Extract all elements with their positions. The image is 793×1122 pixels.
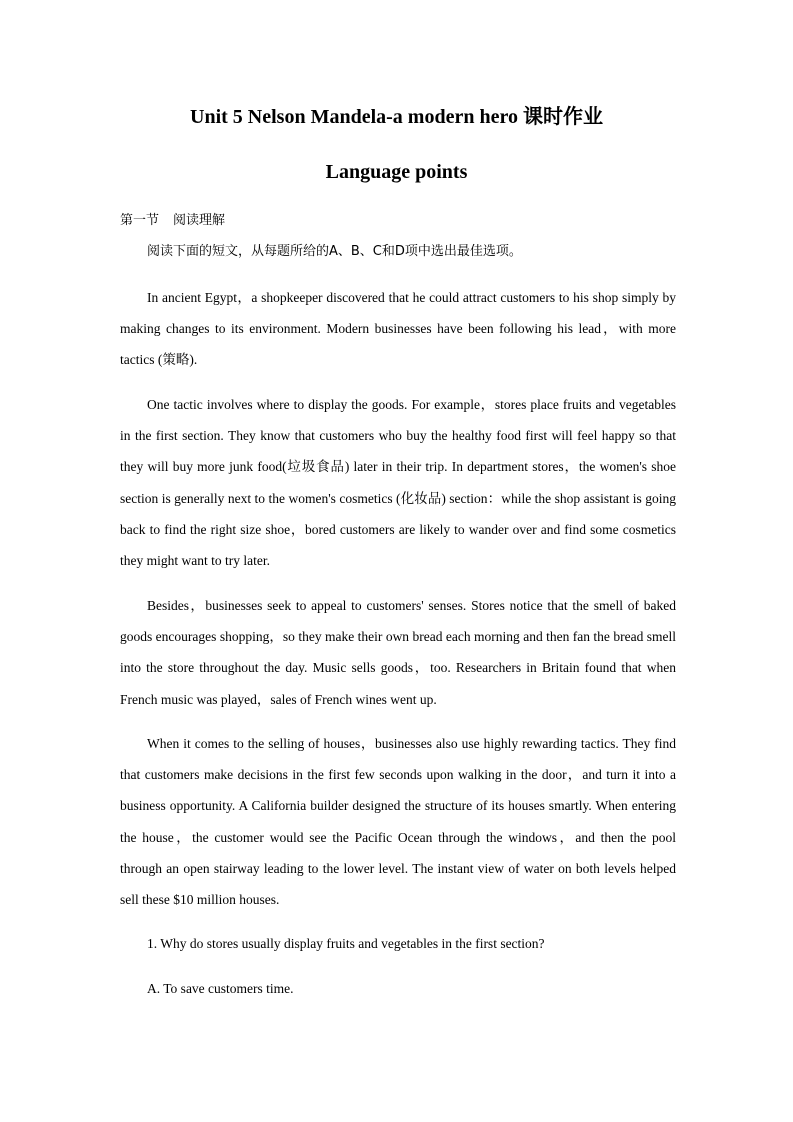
section-name: 阅读理解 xyxy=(173,213,226,228)
passage-paragraph-2: One tactic involves where to display the goods. For example，stores place fruits and vegetables in the first section. They know that customers who buy the healthy food first will feel happy so that they will buy more junk food(垃圾食品) later in their trip. In department stores，the women's shoe section is generally next to the women's cosmetics (化妆品) section：while the shop assistant is going back to find the right size shoe，bored customers are likely to wander over and find some cosmetics they might want to try later. xyxy=(120,397,676,569)
passage-paragraph-3: Besides，businesses seek to appeal to customers' senses. Stores notice that the smell of baked goods encourages shopping，so they make their own bread each morning and then fan the bread smell into the store throughout the day. Music sells goods，too. Researchers in Britain found that when French music was played，sales of French wines went up. xyxy=(120,598,676,707)
passage-paragraph-4: When it comes to the selling of houses，businesses also use highly rewarding tactics. They find that customers make decisions in the first few seconds upon walking in the door，and turn it into a business opportunity. A California builder designed the structure of its houses smartly. When entering the house，the customer would see the Pacific Ocean through the windows，and then the pool through an open stairway leading to the lower level. The instant view of water on both levels helped sell these $10 million houses. xyxy=(120,736,676,908)
section-heading xyxy=(120,210,225,232)
question-1-option-a: A. To save customers time. xyxy=(147,981,294,996)
passage-paragraph-1: In ancient Egypt，a shopkeeper discovered that he could attract customers to his shop simply by making changes to its environment. Modern businesses have been following his lead，with more tactics (策略). xyxy=(120,290,676,368)
question-1-stem: 1. Why do stores usually display fruits and vegetables in the first section? xyxy=(147,936,545,951)
section-number: 第一节 xyxy=(120,213,160,228)
document-subtitle: Language points xyxy=(325,161,468,183)
document-title: Unit 5 Nelson Mandela-a modern hero 课时作业 xyxy=(190,106,603,128)
instructions: 阅读下面的短文，从每题所给的A、B、C和D项中选出最佳选项。 xyxy=(147,244,522,259)
